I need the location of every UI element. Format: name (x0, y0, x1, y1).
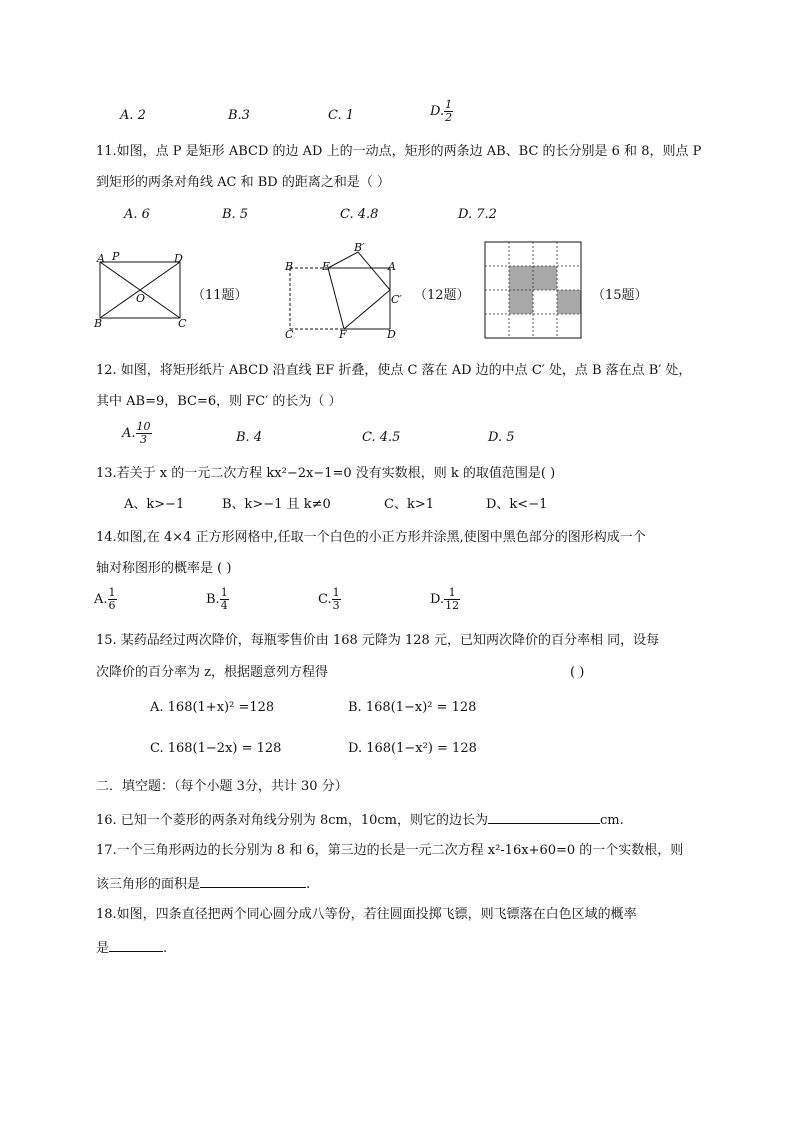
f12-label-f: F (339, 328, 347, 341)
fraction-denominator: 12 (445, 599, 460, 612)
q14-stem-line1: 14.如图,在 4×4 正方形网格中,任取一个白色的小正方形并涂黑,使图中黑色部分的图形构成一个 (96, 530, 646, 545)
q14-option-a (94, 587, 117, 612)
q12-option-c: C. 4.5 (362, 430, 401, 445)
fraction-numerator: 1 (108, 586, 116, 599)
q11-option-d: D. 7.2 (458, 207, 497, 222)
q13-option-c: C、k>1 (384, 497, 434, 512)
f11-label-b: B (94, 317, 103, 330)
f11-label-p: P (112, 250, 120, 263)
fraction-numerator: 1 (332, 586, 340, 599)
f12-label-b: B (285, 260, 294, 273)
q12-option-a-fraction (136, 421, 152, 446)
f12-label-d: D (387, 328, 396, 341)
q15-option-c: C. 168(1−2x) = 128 (150, 741, 282, 756)
q14-option-d-fraction (444, 587, 460, 612)
q16 (96, 809, 624, 830)
q15-stem-line2: 次降价的百分率为 z，根据题意列方程得 (96, 665, 328, 680)
q14-option-b-prefix: B. (206, 592, 220, 607)
q18-end: . (163, 941, 168, 956)
q13-stem: 13.若关于 x 的一元二次方程 kx²−2x−1=0 没有实数根，则 k 的取值范围是( ) (96, 466, 556, 481)
q13-option-d: D、k<−1 (486, 497, 548, 512)
fraction-denominator: 4 (220, 599, 228, 612)
q10-option-b: B.3 (228, 108, 250, 123)
q14-stem-line2: 轴对称图形的概率是 ( ) (96, 561, 232, 576)
q14-option-a-prefix: A. (94, 592, 108, 607)
q10-option-d (430, 99, 453, 124)
q14-option-c (318, 587, 341, 612)
q11-stem-line1: 11.如图，点 P 是矩形 ABCD 的边 AD 上的一动点，矩形的两条边 AB、BC 的长分别是 6 和 8，则点 P (96, 144, 702, 159)
q14-option-d-prefix: D. (430, 592, 445, 607)
q12-option-b: B. 4 (236, 430, 263, 445)
q11-option-b: B. 5 (222, 207, 249, 222)
fraction-numerator: 1 (445, 98, 453, 111)
q15-stem-line1: 15. 某药品经过两次降价，每瓶零售价由 168 元降为 128 元，已知两次降价的百分率相 同，设每 (96, 633, 660, 648)
q15-option-b: B. 168(1−x)² = 128 (348, 700, 477, 715)
f11-label-o: O (136, 292, 146, 305)
q16-unit: cm. (599, 813, 624, 828)
f11-label-c: C (178, 317, 187, 330)
figure-12-caption: （12题） (414, 288, 470, 303)
q18-answer-blank[interactable] (109, 937, 163, 952)
figure-15-caption: （15题） (592, 288, 648, 303)
f12-label-a: A (388, 260, 396, 273)
f11-label-d: D (174, 252, 183, 265)
q17-stem-line2-text: 该三角形的面积是 (96, 877, 201, 892)
f12-label-bprime: B′ (354, 241, 365, 254)
q12-option-a-prefix: A. (122, 426, 136, 441)
q14-option-a-fraction (108, 587, 117, 612)
f12-label-cprime: C′ (391, 293, 402, 306)
q12-stem-line2: 其中 AB=9，BC=6，则 FC′ 的长为（ ） (96, 394, 342, 409)
q18-stem-line2 (96, 937, 167, 958)
q10-option-a: A. 2 (120, 108, 146, 123)
q14-option-d (430, 587, 460, 612)
fraction-denominator: 6 (108, 599, 116, 612)
figure-15-grid (485, 242, 585, 340)
q18-stem-line1: 18.如图，四条直径把两个同心圆分成八等份，若往圆面投掷飞镖，则飞镖落在白色区域的概率 (96, 907, 637, 922)
q16-stem: 16. 已知一个菱形的两条对角线分别为 8cm，10cm，则它的边长为 (96, 813, 488, 828)
q14-option-b-fraction (220, 587, 229, 612)
q17-stem-line1: 17.一个三角形两边的长分别为 8 和 6，第三边的长是一元二次方程 x²-16x+60=0 的一个实数根，则 (96, 843, 684, 858)
q16-answer-blank[interactable] (488, 809, 600, 824)
q15-option-d: D. 168(1−x²) = 128 (348, 741, 477, 756)
f11-label-a: A (97, 252, 105, 265)
q15-answer-paren: ( ) (570, 665, 585, 680)
q13-option-b: B、k>−1 且 k≠0 (222, 497, 331, 512)
fraction-denominator: 2 (445, 111, 453, 124)
q17-end: . (306, 877, 311, 892)
q14-option-c-fraction (332, 587, 341, 612)
fraction-numerator: 1 (444, 587, 460, 600)
fraction-denominator: 3 (332, 599, 340, 612)
q12-stem-line1: 12. 如图，将矩形纸片 ABCD 沿直线 EF 折叠，使点 C 落在 AD 边的中点 C′ 处，点 B 落在点 B′ 处， (96, 363, 692, 378)
q15-option-a: A. 168(1+x)² =128 (150, 700, 275, 715)
f12-label-c: C (285, 328, 294, 341)
q12-option-a (122, 421, 152, 446)
fraction-numerator: 1 (220, 586, 228, 599)
q10-option-d-fraction (444, 99, 453, 124)
section-2-heading: 二．填空题：（每个小题 3分，共计 30 分） (96, 779, 348, 794)
q17-answer-blank[interactable] (200, 873, 306, 888)
q14-option-b (206, 587, 229, 612)
fraction-numerator: 10 (136, 420, 151, 433)
figure-11-rectangle-diagonals (92, 250, 192, 330)
q11-option-c: C. 4.8 (340, 207, 379, 222)
q18-stem-line2-text: 是 (96, 941, 110, 956)
f12-label-e: E (322, 260, 331, 273)
q12-option-d: D. 5 (488, 430, 515, 445)
q11-option-a: A. 6 (124, 207, 150, 222)
q10-option-c: C. 1 (328, 108, 355, 123)
q14-option-c-prefix: C. (318, 592, 332, 607)
q13-option-a: A、k>−1 (124, 497, 185, 512)
q10-option-d-prefix: D. (430, 104, 445, 119)
q11-stem-line2: 到矩形的两条对角线 AC 和 BD 的距离之和是（ ） (96, 175, 390, 190)
figure-12-folded-rectangle (282, 240, 412, 340)
figure-11-caption: （11题） (192, 288, 248, 303)
fraction-denominator: 3 (140, 433, 148, 446)
q17-stem-line2 (96, 873, 310, 894)
